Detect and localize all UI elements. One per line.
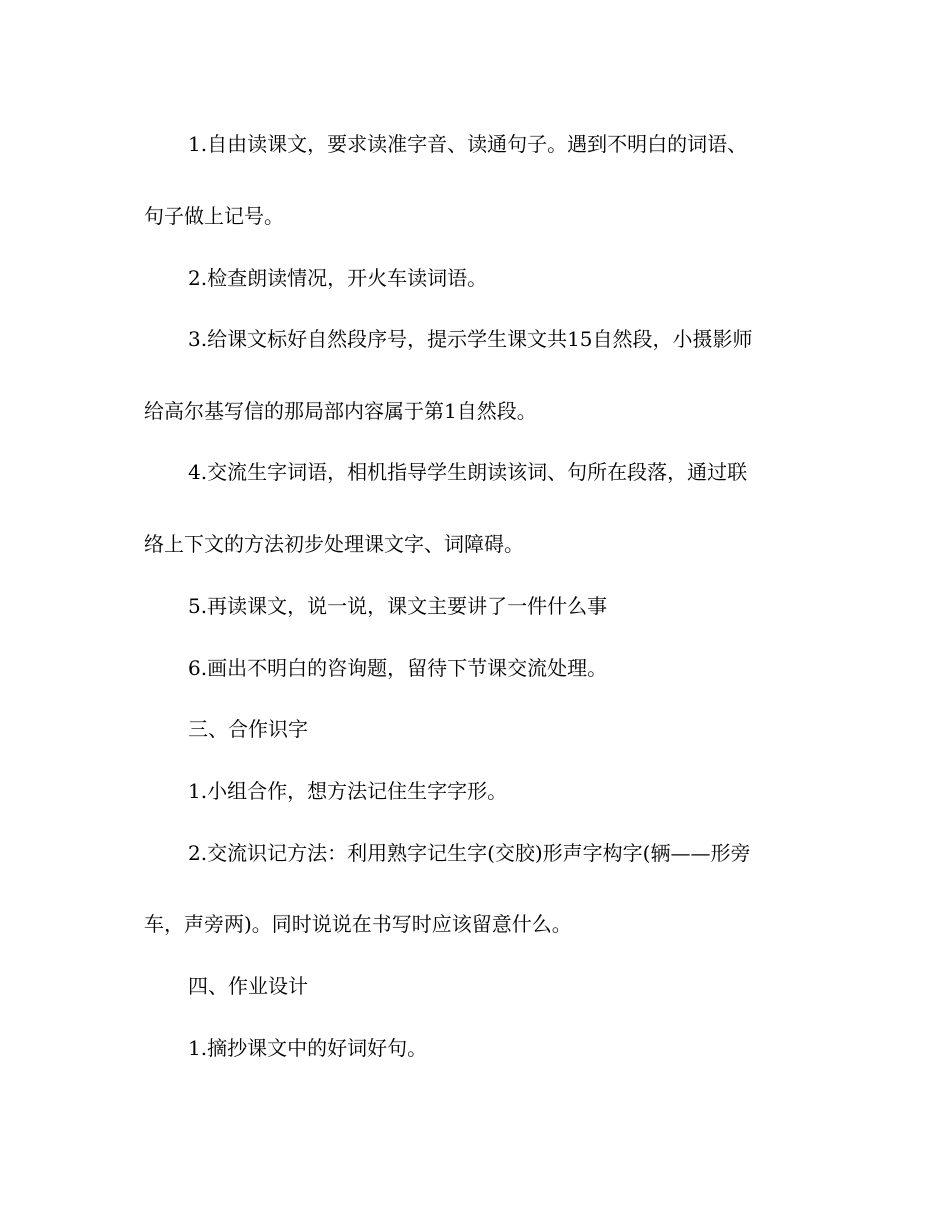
paragraph-line: 5.再读课文，说一说，课文主要讲了一件什么事 <box>188 594 608 618</box>
section-heading: 四、作业设计 <box>188 974 308 998</box>
paragraph-line: 2.检查朗读情况，开火车读词语。 <box>188 266 488 290</box>
section-heading: 三、合作识字 <box>188 717 308 741</box>
paragraph-line: 4.交流生字词语，相机指导学生朗读该词、句所在段落，通过联 <box>188 460 748 484</box>
paragraph-line: 1.摘抄课文中的好词好句。 <box>188 1036 428 1060</box>
paragraph-line: 1.小组合作，想方法记住生字字形。 <box>188 779 508 803</box>
paragraph-line: 络上下文的方法初步处理课文字、词障碍。 <box>144 532 524 556</box>
paragraph-line: 1.自由读课文，要求读准字音、读通句子。遇到不明白的词语、 <box>188 132 748 156</box>
paragraph-line: 2.交流识记方法：利用熟字记生字(交胶)形声字构字(辆——形旁 <box>188 841 751 865</box>
paragraph-line: 6.画出不明白的咨询题，留待下节课交流处理。 <box>188 656 608 680</box>
paragraph-line: 给高尔基写信的那局部内容属于第1自然段。 <box>144 399 537 423</box>
paragraph-line: 句子做上记号。 <box>144 204 284 228</box>
paragraph-line: 车，声旁两)。同时说说在书写时应该留意什么。 <box>144 912 572 936</box>
paragraph-line: 3.给课文标好自然段序号，提示学生课文共15自然段，小摄影师 <box>188 327 753 351</box>
